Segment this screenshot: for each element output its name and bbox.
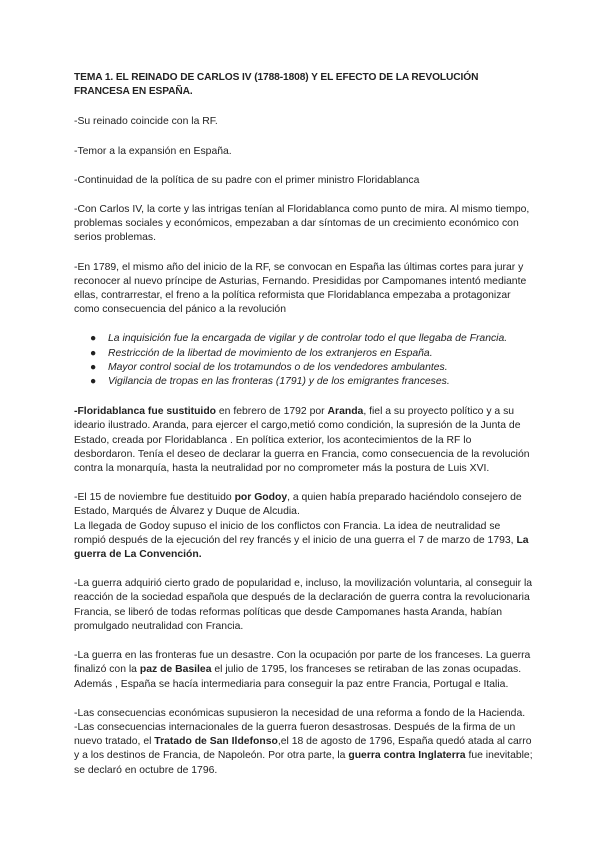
list-item: [90, 361, 534, 375]
paragraph-10: [74, 649, 534, 692]
paragraph-3: -Continuidad de la política de su padre con el primer ministro Floridablanca: [74, 174, 420, 186]
text-run: , fiel a su proyecto político y a su ideario ilustrado. Aranda, para ejercer el cargo,metió como condición, la supresión de la Junta de Estado, creada por Floridablanca . En política exterior, los acontecimientos de la RF lo desbordaron. Tenía el deseo de declarar la guerra en Francia, como consecuencia de la revolución contra la monarquía, hasta la neutralidad por no comprometer más la postura de Luis XVI.: [74, 406, 530, 475]
list-item: [90, 375, 534, 389]
text-run: -El 15 de noviembre fue destituido: [74, 492, 235, 504]
bold-text: guerra contra Inglaterra: [348, 750, 466, 762]
paragraph-2: -Temor a la expansión en España.: [74, 145, 232, 157]
document-title: TEMA 1. EL REINADO DE CARLOS IV (1788-1808) Y EL EFECTO DE LA REVOLUCIÓN FRANCESA EN ESPAÑA.: [74, 72, 479, 98]
list-item-text: La inquisición fue la encargada de vigilar y de controlar todo el que llegaba de Francia.: [108, 333, 508, 345]
bullet-dot-icon: ●: [90, 376, 97, 388]
text-run: ,el 18 de agosto de 1796, España quedó atada al carro y a los destinos de Francia, de Napoleón. Por otra parte, la: [74, 736, 532, 762]
text-run: La llegada de Godoy supuso el inicio de los conflictos con Francia. La idea de neutralidad se rompió después de la ejecución del rey francés y el inicio de una guerra el 7 de marzo de 1793,: [74, 520, 517, 546]
paragraph-7: [74, 491, 534, 519]
paragraph-1: -Su reinado coincide con la RF.: [74, 116, 218, 128]
paragraph-12: [74, 721, 534, 778]
bullet-dot-icon: ●: [90, 347, 97, 359]
text-run: fue inevitable; se declaró en octubre de 1796.: [74, 750, 533, 776]
paragraph-9: -La guerra adquirió cierto grado de popularidad e, incluso, la movilización voluntaria, al conseguir la reacción de la sociedad española que después de la declaración de guerra contra la revolucionaria Francia, se liberó de todas reformas políticas que desde Campomanes hasta Aranda, habían promulgado neutralidad con Francia.: [74, 578, 533, 632]
bold-text: paz de Basilea: [139, 664, 212, 676]
document-body: [74, 71, 534, 793]
text-run: , a quien había preparado haciéndolo consejero de Estado, Marqués de Álvarez y Duque de Alcudia.: [74, 492, 522, 518]
bullet-dot-icon: ●: [90, 333, 97, 345]
paragraph-8: [74, 520, 534, 563]
paragraph-6: [74, 405, 534, 476]
bullet-list: [74, 332, 534, 389]
bold-text: Aranda: [327, 406, 364, 418]
list-item: [90, 332, 534, 346]
bold-text: La guerra de La Convención.: [74, 534, 529, 561]
bold-text: Tratado de San Ildefonso: [154, 736, 278, 748]
list-item: [90, 347, 534, 361]
paragraph-5: -En 1789, el mismo año del inicio de la RF, se convocan en España las últimas cortes para jurar y reconocer al nuevo príncipe de Asturias, Fernando. Presididas por Campomanes intentó mediante ellas, contrarrestar, el freno a la política reformista que Floridablanca empezaba a protagonizar como consecuencia del pánico a la revolución: [74, 261, 527, 316]
paragraph-4: -Con Carlos IV, la corte y las intrigas tenían al Floridablanca como punto de mira. Al mismo tiempo, problemas sociales y económicos, empezaban a dar síntomas de un crecimiento económico con serios problemas.: [74, 204, 530, 244]
list-item-text: Vigilancia de tropas en las fronteras (1791) y de los emigrantes franceses.: [108, 376, 450, 388]
bold-text: -Floridablanca fue sustituido: [74, 406, 217, 418]
bullet-dot-icon: ●: [90, 361, 97, 373]
paragraph-11: -Las consecuencias económicas supusieron la necesidad de una reforma a fondo de la Hacienda.: [74, 707, 526, 719]
text-run: en febrero de 1792 por: [216, 406, 328, 418]
list-item-text: Mayor control social de los trotamundos o de los vendedores ambulantes.: [108, 361, 448, 373]
list-item-text: Restricción de la libertad de movimiento de los extranjeros en España.: [108, 347, 433, 359]
text-run: -Las consecuencias internacionales de la guerra fueron desastrosas. Después de la firma de un nuevo tratado, el: [74, 721, 516, 748]
text-run: el julio de 1795, los franceses se retiraban de las zonas ocupadas. Además , España se hacía intermediaria para conseguir la paz entre Francia, Portugal e Italia.: [74, 664, 522, 690]
bold-text: por Godoy: [234, 492, 288, 504]
text-run: -La guerra en las fronteras fue un desastre. Con la ocupación por parte de los franceses. La guerra finalizó con la: [74, 650, 531, 676]
